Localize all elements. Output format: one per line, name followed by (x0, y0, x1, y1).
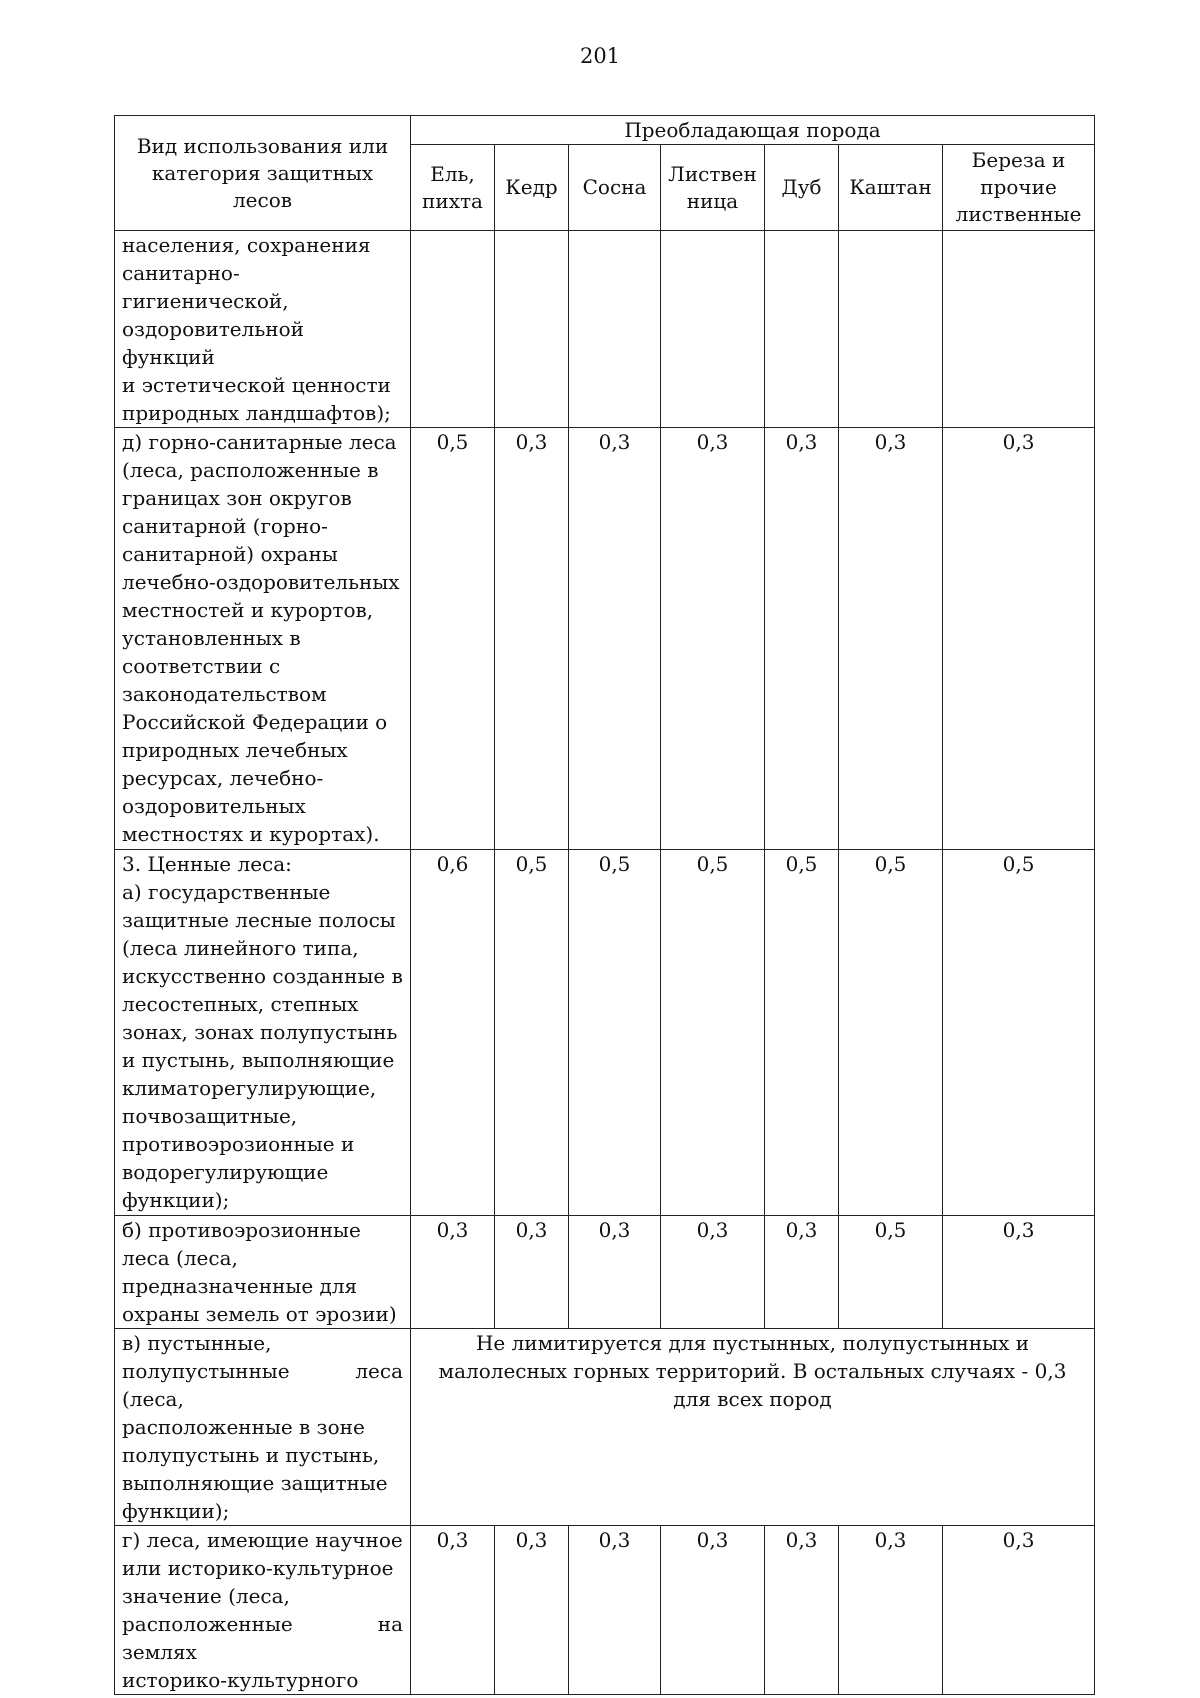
value-cell: 0,3 (839, 428, 943, 850)
category-line: функции); (122, 1499, 230, 1523)
category-line: границах зон округов (122, 486, 352, 510)
category-line: а) государственные (122, 880, 331, 904)
category-line: почвозащитные, (122, 1104, 298, 1128)
page-number: 201 (579, 44, 621, 68)
category-cell (115, 850, 411, 1216)
header-species-cedar: Кедр (495, 145, 569, 231)
category-line: выполняющие защитные (122, 1471, 388, 1495)
value-cell: 0,5 (661, 850, 765, 1216)
category-line: историко-культурного (122, 1668, 359, 1692)
category-line: (леса, расположенные в (122, 458, 379, 482)
category-line: санитарно-гигиенической, (122, 261, 289, 313)
category-line: функции); (122, 1188, 230, 1212)
value-cell: 0,5 (943, 850, 1095, 1216)
category-cell (115, 1526, 411, 1695)
value-cell: 0,3 (411, 1216, 495, 1329)
category-line: оздоровительной функций (122, 317, 304, 369)
header-row-group (115, 116, 1095, 145)
category-line: природных лечебных (122, 738, 348, 762)
category-line: (леса линейного типа, (122, 936, 359, 960)
value-cell: 0,3 (411, 1526, 495, 1695)
table-row (115, 1216, 1095, 1329)
value-cell: 0,3 (943, 428, 1095, 850)
category-line: ресурсах, лечебно- (122, 766, 324, 790)
category-line: местностях и курортах). (122, 822, 380, 846)
header-species-birch-other: Береза и прочие лиственные (943, 145, 1095, 231)
category-line: противоэрозионные и (122, 1132, 355, 1156)
header-species-chestnut: Каштан (839, 145, 943, 231)
category-line: соответствии с (122, 654, 281, 678)
merged-note-cell: Не лимитируется для пустынных, полупустынных и малолесных горных территорий. В остальных случаях - 0,3 для всех пород (411, 1329, 1095, 1526)
value-cell: 0,3 (495, 428, 569, 850)
table-row (115, 1526, 1095, 1695)
value-cell: 0,3 (569, 428, 661, 850)
value-cell: 0,6 (411, 850, 495, 1216)
value-cell: 0,5 (495, 850, 569, 1216)
category-line: искусственно созданные в (122, 964, 403, 988)
category-line: зонах, зонах полупустынь (122, 1020, 398, 1044)
category-line: 3. Ценные леса: (122, 852, 292, 876)
table-row (115, 231, 1095, 428)
value-cell: 0,3 (569, 1526, 661, 1695)
category-line: защитные лесные полосы (122, 908, 396, 932)
value-cell: 0,3 (569, 1216, 661, 1329)
category-line: значение (леса, (122, 1584, 290, 1608)
category-line: санитарной (горно- (122, 514, 328, 538)
category-line: лесостепных, степных (122, 992, 359, 1016)
category-line: д) горно-санитарные леса (122, 430, 397, 454)
value-cell: 0,3 (765, 428, 839, 850)
category-line: полупустынные леса (леса, (122, 1359, 403, 1411)
category-line: установленных в (122, 626, 301, 650)
table-row (115, 428, 1095, 850)
value-cell: 0,3 (765, 1216, 839, 1329)
category-line: г) леса, имеющие научное (122, 1528, 403, 1552)
category-cell (115, 428, 411, 850)
value-cell: 0,3 (661, 428, 765, 850)
value-cell: 0,5 (839, 850, 943, 1216)
category-cell (115, 231, 411, 428)
category-line: б) противоэрозионные (122, 1218, 361, 1242)
value-cell: 0,3 (661, 1216, 765, 1329)
value-cell (839, 231, 943, 428)
category-line: охраны земель от эрозии) (122, 1302, 397, 1326)
category-line: санитарной) охраны (122, 542, 338, 566)
value-cell (661, 231, 765, 428)
value-cell: 0,3 (943, 1216, 1095, 1329)
header-species-pine: Сосна (569, 145, 661, 231)
category-cell (115, 1216, 411, 1329)
category-line: Российской Федерации о (122, 710, 388, 734)
category-line: лечебно-оздоровительных (122, 570, 400, 594)
value-cell: 0,3 (943, 1526, 1095, 1695)
value-cell: 0,3 (839, 1526, 943, 1695)
header-species-larch: Листвен ница (661, 145, 765, 231)
value-cell (411, 231, 495, 428)
forest-category-table (114, 115, 1095, 1695)
value-cell (569, 231, 661, 428)
category-cell (115, 1329, 411, 1526)
category-line: и эстетической ценности (122, 373, 391, 397)
category-line: предназначенные для (122, 1274, 358, 1298)
category-line: природных ландшафтов); (122, 401, 391, 425)
value-cell: 0,3 (495, 1216, 569, 1329)
category-line: расположенные в зоне (122, 1415, 365, 1439)
category-line: в) пустынные, (122, 1331, 272, 1355)
value-cell: 0,5 (411, 428, 495, 850)
category-line: населения, сохранения (122, 233, 371, 257)
category-line: местностей и курортов, (122, 598, 374, 622)
value-cell: 0,3 (661, 1526, 765, 1695)
table-row (115, 850, 1095, 1216)
value-cell (765, 231, 839, 428)
header-group-title: Преобладающая порода (411, 116, 1095, 145)
value-cell: 0,5 (765, 850, 839, 1216)
header-species-oak: Дуб (765, 145, 839, 231)
value-cell: 0,3 (765, 1526, 839, 1695)
category-line: законодательством (122, 682, 327, 706)
category-line: оздоровительных (122, 794, 306, 818)
value-cell (495, 231, 569, 428)
header-species-spruce-fir: Ель, пихта (411, 145, 495, 231)
category-line: климаторегулирующие, (122, 1076, 377, 1100)
value-cell: 0,5 (569, 850, 661, 1216)
category-line: расположенные на землях (122, 1612, 403, 1664)
value-cell: 0,5 (839, 1216, 943, 1329)
category-line: и пустынь, выполняющие (122, 1048, 395, 1072)
category-line: водорегулирующие (122, 1160, 329, 1184)
value-cell: 0,3 (495, 1526, 569, 1695)
category-line: леса (леса, (122, 1246, 238, 1270)
category-line: полупустынь и пустынь, (122, 1443, 380, 1467)
value-cell (943, 231, 1095, 428)
header-category-column: Вид использования или категория защитных лесов (115, 116, 411, 231)
table-row (115, 1329, 1095, 1526)
category-line: или историко-культурное (122, 1556, 394, 1580)
